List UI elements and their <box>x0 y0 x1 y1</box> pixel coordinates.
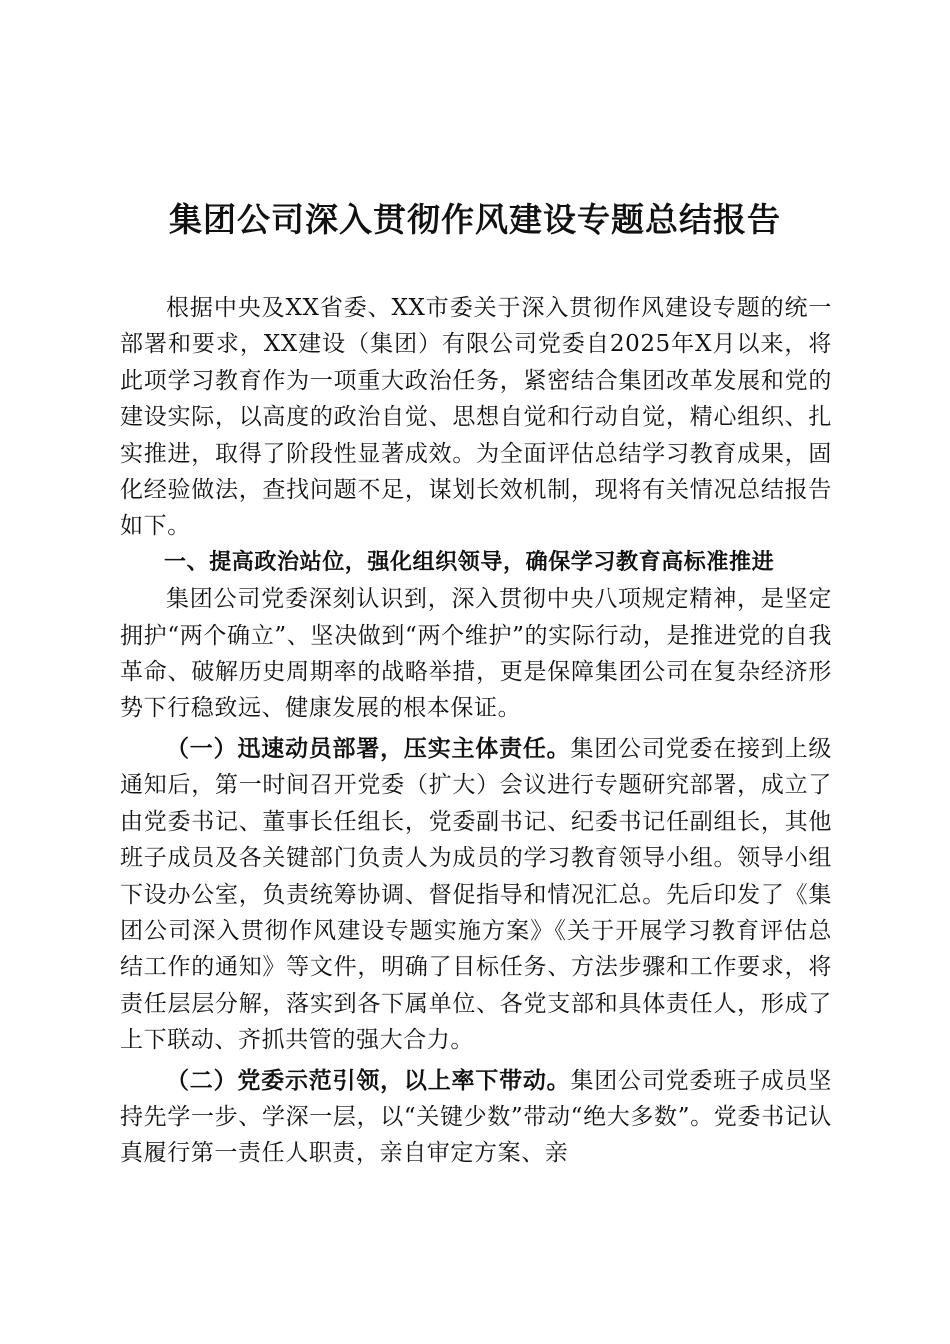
subsection-1-body: 集团公司党委在接到上级通知后，第一时间召开党委（扩大）会议进行专题研究部署，成立了由党委书记、董事长任组长，党委副书记、纪委书记任副组长，其他班子成员及各关键部门负责人为成员的学习教育领导小组。领导小组下设办公室，负责统筹协调、督促指导和情况汇总。先后印发了《集团公司深入贯彻作风建设专题实施方案》《关于开展学习教育评估总结工作的通知》等文件，明确了目标任务、方法步骤和工作要求，将责任层层分解，落实到各下属单位、各党支部和具体责任人，形成了上下联动、齐抓共管的强大合力。 <box>120 735 832 1054</box>
document-title: 集团公司深入贯彻作风建设专题总结报告 <box>169 200 781 239</box>
document-body <box>120 290 832 1172</box>
section-1-paragraph: 集团公司党委深刻认识到，深入贯彻中央八项规定精神，是坚定拥护“两个确立”、坚决做到“两个维护”的实际行动，是推进党的自我革命、破解历史周期率的战略举措，更是保障集团公司在复杂经济形势下行稳致远、健康发展的根本保证。 <box>120 586 832 722</box>
section-heading-1: 一、提高政治站位，强化组织领导，确保学习教育高标准推进 <box>164 549 775 575</box>
subsection-2-title: （二）党委示范引领，以上率下带动。 <box>166 1066 571 1094</box>
subsection-1-paragraph <box>120 731 832 1059</box>
subsection-2-paragraph <box>120 1063 832 1172</box>
intro-paragraph: 根据中央及XX省委、XX市委关于深入贯彻作风建设专题的统一部署和要求，XX建设（集团）有限公司党委自2025年X月以来，将此项学习教育作为一项重大政治任务，紧密结合集团改革发展和党的建设实际，以高度的政治自觉、思想自觉和行动自觉，精心组织、扎实推进，取得了阶段性显著成效。为全面评估总结学习教育成果，固化经验做法，查找问题不足，谋划长效机制，现将有关情况总结报告如下。 <box>120 295 832 540</box>
subsection-1-title: （一）迅速动员部署，压实主体责任。 <box>166 734 571 762</box>
subsection-2-body: 集团公司党委班子成员坚持先学一步、学深一层，以“关键少数”带动“绝大多数”。党委书记认真履行第一责任人职责，亲自审定方案、亲 <box>120 1067 832 1167</box>
